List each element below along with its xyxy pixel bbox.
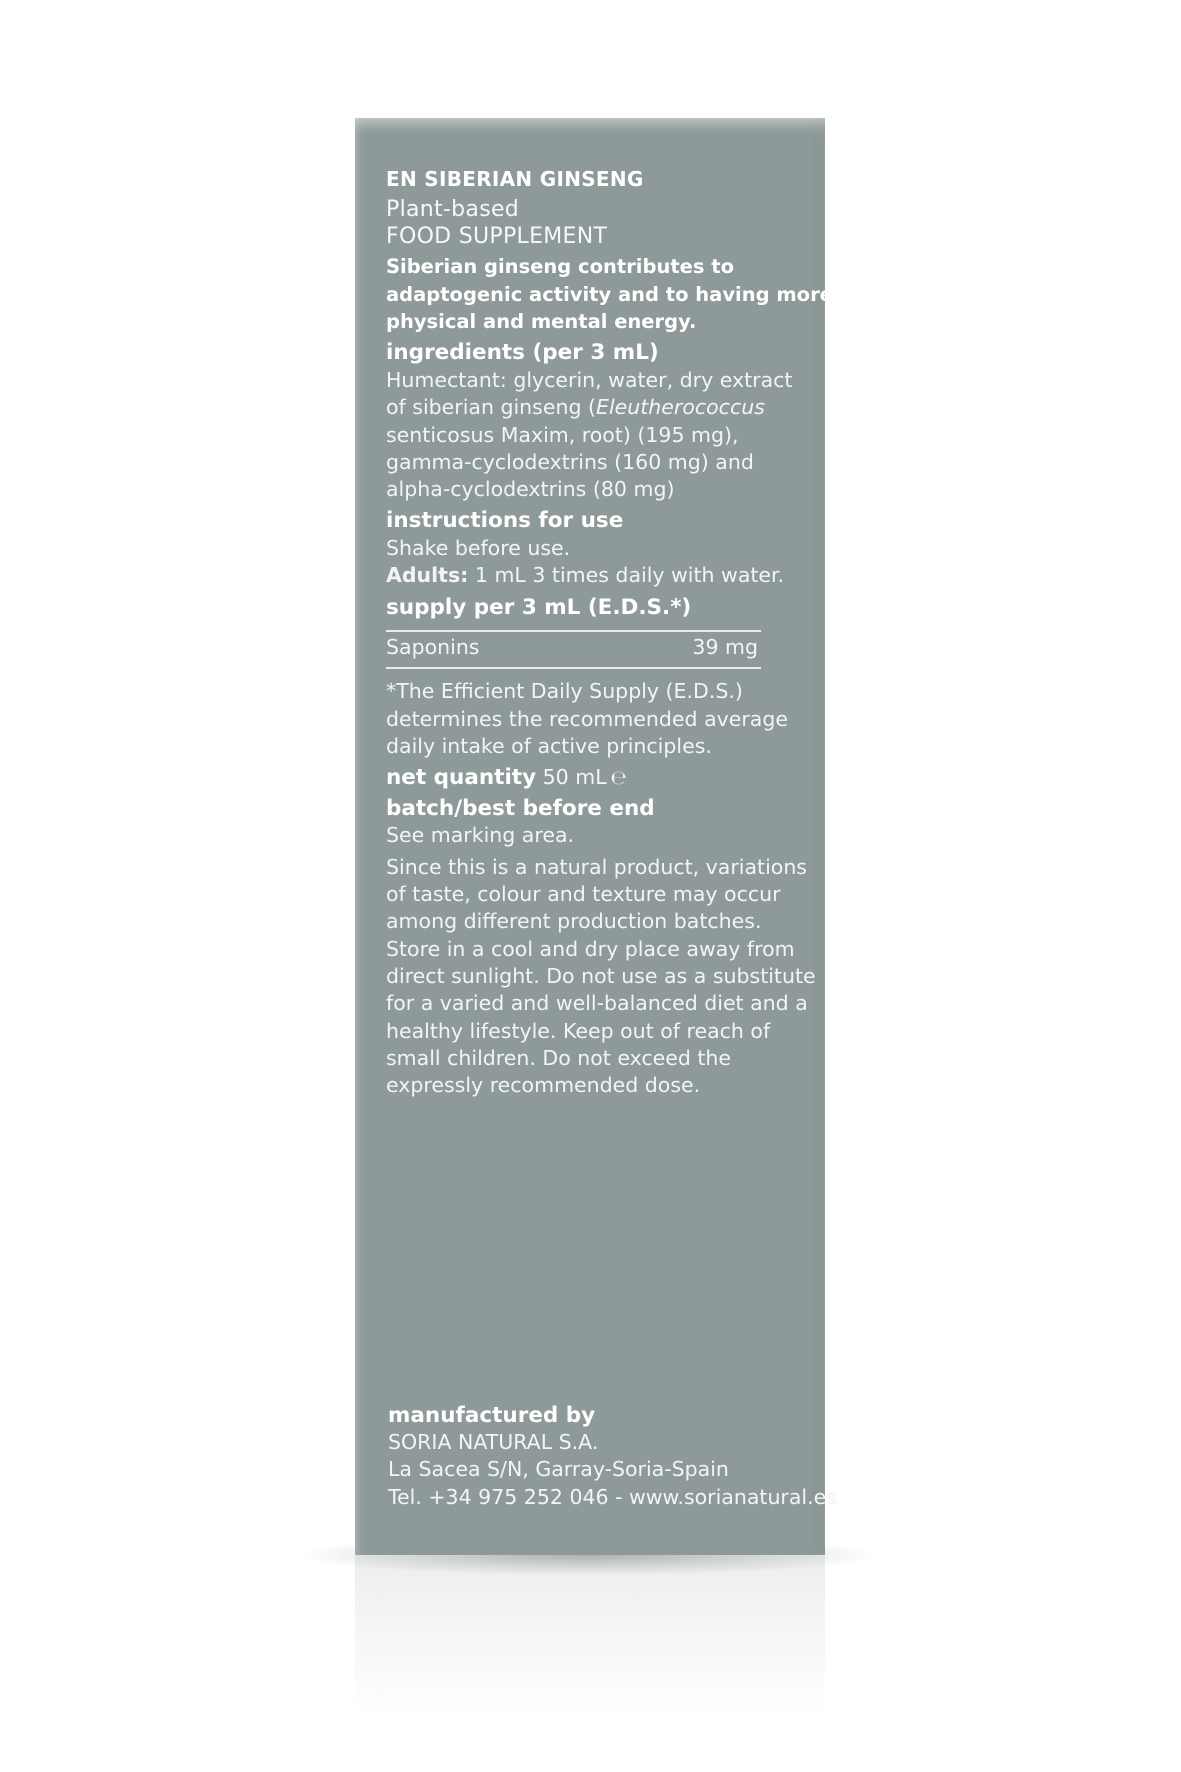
supply-table-top-rule — [386, 630, 761, 632]
instructions-line: Shake before use. — [386, 536, 571, 560]
manufacturer-line: Tel. +34 975 252 046 - www.sorianatural.es — [388, 1485, 837, 1509]
supply-nutrient-amount: 39 mg — [692, 635, 758, 659]
adults-label: Adults: — [386, 563, 469, 587]
notice-line: healthy lifestyle. Keep out of reach of — [386, 1019, 771, 1043]
adults-dosage: 1 mL 3 times daily with water. — [468, 563, 785, 587]
notice-line: of taste, colour and texture may occur — [386, 882, 781, 906]
claim-line: Siberian ginseng contributes to — [386, 255, 734, 278]
product-title: EN SIBERIAN GINSENG — [386, 167, 644, 191]
ingredients-latin-name: Eleutherococcus — [596, 395, 765, 419]
claim-line: adaptogenic activity and to having more — [386, 283, 833, 306]
supply-table-bottom-rule — [386, 667, 761, 669]
ingredients-line — [386, 394, 765, 421]
eds-note-line: *The Efficient Daily Supply (E.D.S.) — [386, 679, 743, 703]
net-quantity-value: 50 mL — [542, 765, 607, 789]
manufacturer-heading: manufactured by — [388, 1403, 596, 1428]
instructions-adults-line — [386, 562, 784, 589]
ingredients-line: gamma-cyclodextrins (160 mg) and — [386, 450, 754, 474]
net-quantity-line — [386, 764, 627, 792]
notice-line: small children. Do not exceed the — [386, 1046, 732, 1070]
batch-heading: batch/best before end — [386, 796, 655, 821]
ingredients-heading: ingredients (per 3 mL) — [386, 340, 659, 365]
subtitle-plant-based: Plant-based — [386, 197, 520, 222]
manufacturer-line: SORIA NATURAL S.A. — [388, 1430, 599, 1454]
notice-line: Since this is a natural product, variations — [386, 855, 807, 879]
notice-line: direct sunlight. Do not use as a substitute — [386, 964, 816, 988]
supply-nutrient-name: Saponins — [386, 635, 480, 659]
notice-line: Store in a cool and dry place away from — [386, 937, 795, 961]
box-reflection — [355, 1555, 825, 1715]
claim-line: physical and mental energy. — [386, 310, 697, 333]
notice-line: expressly recommended dose. — [386, 1073, 701, 1097]
ingredients-line: senticosus Maxim, root) (195 mg), — [386, 423, 739, 447]
eds-note-line: daily intake of active principles. — [386, 734, 712, 758]
supply-table-row — [386, 634, 758, 661]
ingredients-line: alpha-cyclodextrins (80 mg) — [386, 477, 675, 501]
ingredients-line: Humectant: glycerin, water, dry extract — [386, 368, 793, 392]
notice-line: for a varied and well-balanced diet and a — [386, 991, 808, 1015]
subtitle-food-supplement: FOOD SUPPLEMENT — [386, 224, 608, 249]
supply-heading: supply per 3 mL (E.D.S.*) — [386, 595, 692, 620]
product-box-back-panel — [355, 118, 837, 1555]
instructions-heading: instructions for use — [386, 508, 624, 533]
notice-line: among different production batches. — [386, 909, 762, 933]
net-quantity-label: net quantity — [386, 765, 537, 790]
estimated-sign-icon: ℮ — [610, 767, 627, 789]
ingredients-line-text: of siberian ginseng ( — [386, 395, 596, 419]
manufacturer-line: La Sacea S/N, Garray-Soria-Spain — [388, 1457, 729, 1481]
batch-text: See marking area. — [386, 823, 575, 847]
eds-note-line: determines the recommended average — [386, 707, 788, 731]
